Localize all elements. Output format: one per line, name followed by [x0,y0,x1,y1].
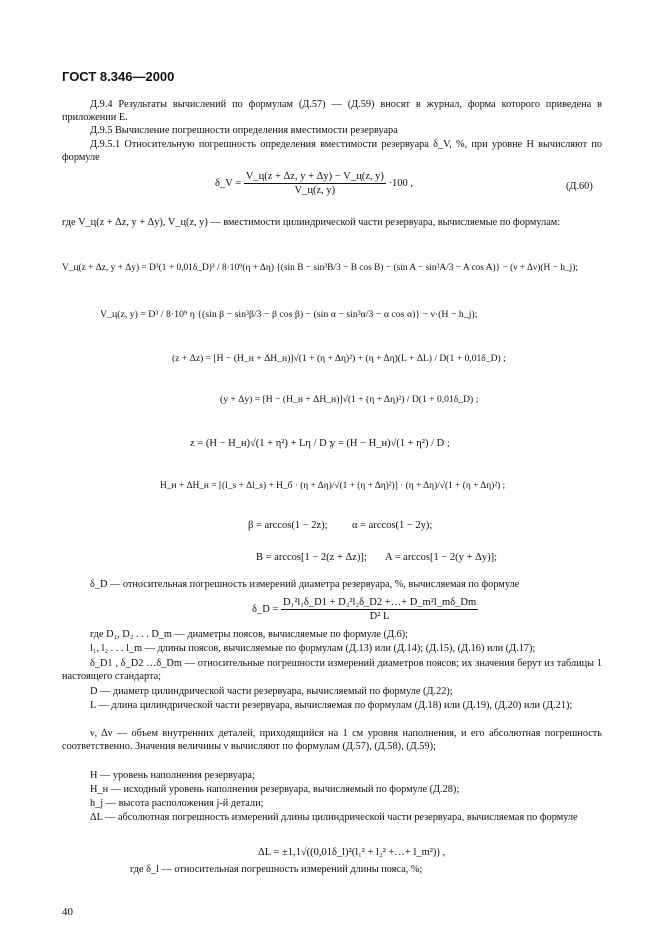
definition-length-error: ΔL — абсолютная погрешность измерений длины цилиндрической части резервуара, вычисляемая по формуле [90,812,578,823]
formula-delta-d-fraction [281,596,478,623]
definition-diameters: где D₁, D₂ . . . D_m — диаметры поясов, вычисляемые по формуле (Д.6); [90,629,409,640]
formula-d60 [215,170,413,197]
formula-z-increment: (z + Δz) = [H − (H_н + ΔH_н)]√(1 + (η + Δη)²) + (η + Δη)(L + ΔL) / D(1 + 0,01δ_D) ; [172,353,506,364]
page-number: 40 [62,906,73,918]
definition-internal-volume: ν, Δν — объем внутренних деталей, приходящийся на 1 см уровня наполнения, и его абсолютная погрешность соответственно. Значения величины ν вычисляют по формулам (Д.57), (Д.58), (Д.59); [62,728,602,752]
formula-z: z = (H − H_н)√(1 + η²) + Lη / D ; [190,438,333,449]
paragraph-where-vc: где V_ц(z + Δz, y + Δy), V_ц(z, y) — вместимости цилиндрической части резервуара, вычисляемые по формулам: [62,217,561,228]
formula-delta-d-lhs: δ_D = [252,603,279,615]
formula-hn: H_н + ΔH_н = [(l_s + Δl_s) + H_б · (η + Δη)/√(1 + (η + Δη)²)] · (η + Δη)/√(1 + (η + Δη)²) ; [160,481,506,491]
formula-A: A = arccos[1 − 2(y + Δy)]; [385,552,497,563]
formula-y: y = (H − H_н)√(1 + η²) / D ; [330,438,450,449]
paragraph-d951: Д.9.5.1 Относительную погрешность определения вместимости резервуара δ_V, %, при уровне H вычисляют по формуле [62,139,602,163]
formula-delta-d [252,596,478,623]
formula-delta-l: ΔL = ±1,1√((0,01δ_l)²(l₁² + l₂² +…+ l_m²)) , [258,847,446,858]
definition-length: L — длина цилиндрической части резервуара, вычисляемая по формулам (Д.18) или (Д.19), (Д.20) или (Д.21); [90,700,573,711]
definition-diameter-errors: δ_D1 , δ_D2 …δ_Dm — относительные погрешности измерений диаметров поясов; их значения берут из таблицы 1 настоящего стандарта; [62,658,602,682]
formula-y-increment: (y + Δy) = [H − (H_н + ΔH_н)]√(1 + (η + Δη)²) / D(1 + 0,01δ_D) ; [220,394,479,405]
formula-vc-base: V_ц(z, y) = D³ / 8·10⁹ η {(sin β − sin³β/3 − β cos β) − (sin α − sin³α/3 − α cos α)} − ν·(H − h_j); [100,309,478,320]
formula-B: B = arccos[1 − 2(z + Δz)]; [256,552,367,563]
equation-number-d60: (Д.60) [566,181,593,192]
document-header: ГОСТ 8.346—2000 [62,69,175,84]
formula-d60-numerator: V_ц(z + Δz, y + Δy) − V_ц(z, y) [245,171,384,182]
definition-length-relative-error: где δ_l — относительная погрешность измерений длины пояса, %; [130,864,423,875]
definition-initial-level: H_н — исходный уровень наполнения резервуара, вычисляемый по формуле (Д.28); [90,784,460,795]
formula-alpha: α = arccos(1 − 2y); [352,520,433,531]
definition-lengths: l₁, l₂ . . . l_m — длины поясов, вычисляемые по формулам (Д.13) или (Д.14); (Д.15), (Д.16) или (Д.17); [90,643,536,654]
formula-beta: β = arccos(1 − 2z); [248,520,328,531]
formula-delta-d-denominator: D² L [369,611,390,622]
formula-d60-lhs: δ_V = [215,177,242,189]
formula-d60-tail: ·100 , [388,177,414,189]
paragraph-d94: Д.9.4 Результаты вычислений по формулам (Д.57) — (Д.59) вносят в журнал, форма которого приведена в приложении Е. [62,99,602,123]
definition-fill-level: H — уровень наполнения резервуара; [90,770,255,781]
definition-detail-height: h_j — высота расположения j-й детали; [90,798,264,809]
definition-delta-d: δ_D — относительная погрешность измерений диаметра резервуара, %, вычисляемая по формуле [90,579,520,590]
formula-delta-d-numerator: D₁²l₁δ_D1 + D₂²l₂δ_D2 +…+ D_m²l_mδ_Dm [282,597,477,608]
paragraph-d95: Д.9.5 Вычисление погрешности определения вместимости резервуара [90,125,398,136]
formula-vc-increment: V_ц(z + Δz, y + Δy) = D³(1 + 0,01δ_D)³ / 8·10⁹(η + Δη) {(sin B − sin³B/3 − B cos B) − (sin A − sin³A/3 − A cos A)} − (ν + Δν)(H − h_j); [62,263,578,273]
definition-diameter: D — диаметр цилиндрической части резервуара, вычисляемый по формуле (Д.22); [90,686,453,697]
formula-d60-fraction [244,170,386,197]
formula-d60-denominator: V_ц(z, y) [294,185,336,196]
